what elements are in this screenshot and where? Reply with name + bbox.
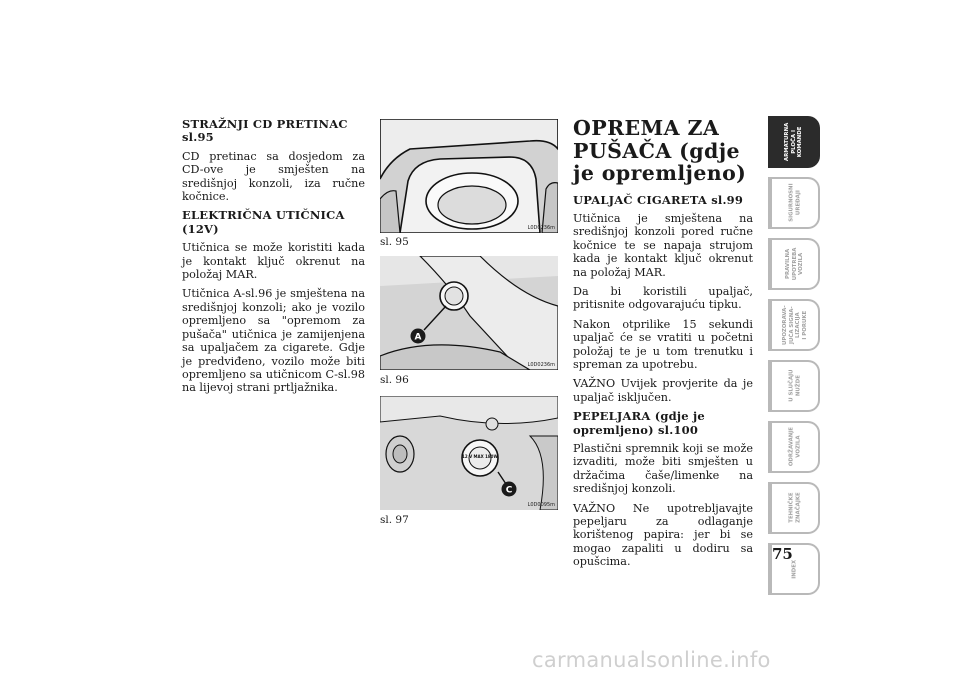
heading-cd-holder: STRAŽNJI CD PRETINAC sl.95: [182, 117, 348, 145]
left-column: [182, 118, 365, 401]
heading-cigar-lighter: UPALJAČ CIGARETA sl.99: [573, 192, 744, 207]
paragraph-socket-usage: Utičnica se može koristiti kada je kontakt ključ okrenut na položaj MAR.: [182, 241, 365, 282]
tab-correct-use[interactable]: PRAVILNA UPOTREBA VOZILA: [768, 238, 820, 290]
figure-97: [380, 396, 558, 510]
tab-emergency[interactable]: U SLUČAJU NUŽDE: [768, 360, 820, 412]
section-title: OPREMA ZA PUŠAČA (gdje je opremljeno): [573, 116, 747, 185]
figure-95-code: L0D0236m: [527, 225, 555, 231]
paragraph-ashtray-warning: VAŽNO Ne upotrebljavajte pepeljaru za odlaganje korištenog papira: jer bi se mogao zapaliti u dodiru sa opušcima.: [573, 501, 753, 569]
tab-maintenance[interactable]: ODRŽAVANJE VOZILA: [768, 421, 820, 473]
page-number: 75: [772, 545, 793, 563]
heading-ashtray: PEPELJARA (gdje je opremljeno) sl.100: [573, 409, 705, 437]
paragraph-lighter-warning: VAŽNO Uvijek provjerite da je upaljač isključen.: [573, 377, 753, 404]
paragraph-ashtray-location: Plastični spremnik koji se može izvaditi, može biti smješten u držačima čaše/limenke na središnjoj konzoli.: [573, 442, 753, 496]
caption-97: sl. 97: [380, 514, 409, 526]
figure-96-code: L0D0236m: [527, 362, 555, 368]
chapter-tabs: [768, 116, 820, 604]
paragraph-lighter-use: Da bi koristili upaljač, pritisnite odgovarajuću tipku.: [573, 284, 753, 312]
marker-a: A: [414, 332, 422, 343]
tab-warning-lights[interactable]: UPOZORAVA- JUĆA SIGNA- LIZACIJA I PORUKE: [768, 299, 820, 351]
paragraph-lighter-location: Utičnica je smještena na središnjoj konzoli pored ručne kočnice te se napaja strujom kada je kontakt ključ okrenut na položaj MAR.: [573, 211, 753, 279]
caption-96: sl. 96: [380, 374, 409, 386]
marker-c: C: [505, 485, 513, 496]
tab-technical-specs[interactable]: TEHNIČKE ZNAČAJKE: [768, 482, 820, 534]
socket-label: 12 V MAX 180W: [462, 454, 498, 459]
caption-95: sl. 95: [380, 236, 409, 248]
tab-index[interactable]: INDEX: [768, 543, 820, 595]
tab-safety-devices[interactable]: SIGURNOSNI UREĐAJI: [768, 177, 820, 229]
watermark: carmanualsonline.info: [532, 648, 771, 672]
heading-power-socket: ELEKTRIČNA UTIČNICA (12V): [182, 208, 345, 236]
tab-dashboard-controls[interactable]: ARMATURNA PLOČA I KOMANDE: [768, 116, 820, 168]
paragraph-socket-location: Utičnica A-sl.96 je smještena na središnjoj konzoli; ako je vozilo opremljeno sa "opremom za pušača" utičnica je zamijenjena sa upaljačem za cigarete. Gdje je predviđeno, vozilo može biti opremljeno sa utičnicom C-sl.98 na lijevoj strani prtljažnika.: [182, 287, 365, 395]
figure-96: [380, 256, 558, 370]
paragraph-lighter-return: Nakon otprilike 15 sekundi upaljač će se vratiti u početni položaj te je u tom trenutku i spreman za upotrebu.: [573, 317, 753, 371]
figure-95: [380, 119, 558, 233]
right-column: [573, 117, 753, 575]
figure-97-code: L0D0095m: [527, 502, 555, 508]
paragraph-cd-holder: CD pretinac sa dosjedom za CD-ove je smješten na središnjoj konzoli, iza ručne kočnice.: [182, 149, 365, 204]
